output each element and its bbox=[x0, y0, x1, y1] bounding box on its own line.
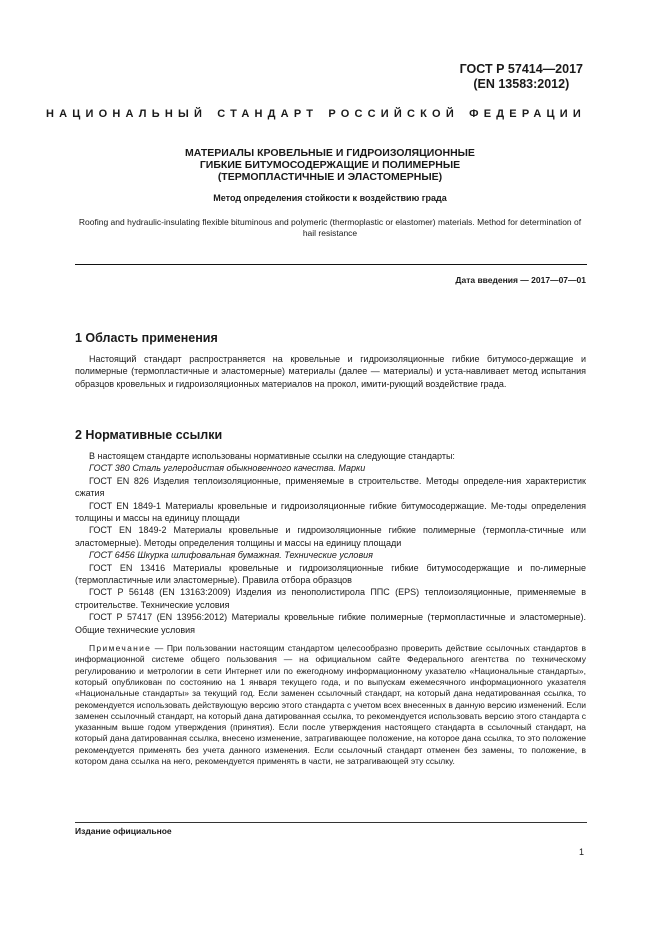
reference-item: ГОСТ 380 Сталь углеродистая обыкновенного качества. Марки bbox=[89, 463, 366, 474]
reference-item: ГОСТ Р 57417 (EN 13956:2012) Материалы кровельные гибкие полимерные (термопластичные и эластомерные). Общие технические условия bbox=[75, 612, 586, 635]
note-block bbox=[75, 643, 586, 767]
reference-item: ГОСТ Р 56148 (EN 13163:2009) Изделия из пенополистирола ППС (EPS) теплоизоляционные, применяемые в строительстве. Технические условия bbox=[75, 587, 586, 610]
reference-item: ГОСТ EN 13416 Материалы кровельные и гидроизоляционные гибкие битумосодержащие и по-лимерные (термопластичные или эластомерные). Правила отбора образцов bbox=[75, 562, 586, 586]
title-line-2: ГИБКИЕ БИТУМОСОДЕРЖАЩИЕ И ПОЛИМЕРНЫЕ bbox=[199, 159, 461, 171]
section-1-scope bbox=[75, 331, 586, 390]
section-1-text: Настоящий стандарт распространяется на кровельные и гидроизоляционные гибкие битумосо-держащие и полимерные (термопластичные и эластомерные) материалы (далее — материалы) и уста-навливает метод испытания образцов кровельных и гидроизоляционных материалов на прокол, имити-рующий воздействие града. bbox=[75, 354, 586, 389]
method-subtitle: Метод определения стойкости к воздействию града bbox=[213, 193, 447, 203]
reference-item: ГОСТ EN 826 Изделия теплоизоляционные, применяемые в строительстве. Методы определе-ния характеристик сжатия bbox=[75, 475, 586, 499]
title-divider bbox=[75, 264, 587, 265]
footer-divider bbox=[75, 822, 587, 823]
note-text: — При пользовании настоящим стандартом целесообразно проверить действие ссылочных стандартов в информационной системе общего пользования — на официальном сайте Федерального агентства по техническому регулированию и метрологии в сети Интернет или по ежегодному информационному указателю «Национальные стандарты», который опубликован по состоянию на 1 января текущего года, и по выпускам ежемесячного информационного указателя «Национальные стандарты» за текущий год. Если заменен ссылочный стандарт, на который дана недатированная ссылка, то рекомендуется использовать действующую версию этого стандарта с учетом всех внесенных в данную версию изменений. Если заменен ссылочный стандарт, на который дана датированная ссылка, то рекомендуется использовать версию этого стандарта с указанным выше годом утверждения (принятия). Если после утверждения настоящего стандарта в ссылочный стандарт, на который дана датированная ссылка, внесено изменение, затрагивающее положение, на которое дана ссылка, то это положение рекомендуется применять без учета данного изменения. Если ссылочный стандарт отменен без замены, то положение, в котором дана ссылка на него, рекомендуется применять в части, не затрагивающей эту ссылку. bbox=[75, 643, 586, 767]
document-title-block bbox=[72, 147, 588, 239]
reference-item: ГОСТ EN 1849-1 Материалы кровельные и гидроизоляционные гибкие битумосодержащие. Ме-тоды определения толщины и массы на единицу площади bbox=[75, 500, 586, 524]
title-line-1: МАТЕРИАЛЫ КРОВЕЛЬНЫЕ И ГИДРОИЗОЛЯЦИОННЫЕ bbox=[185, 147, 475, 159]
reference-item: ГОСТ EN 1849-2 Материалы кровельные и гидроизоляционные гибкие полимерные (термопла-стичные или эластомерные). Методы определения толщины и массы на единицу площади bbox=[75, 525, 586, 548]
references-list bbox=[75, 450, 586, 636]
page-number: 1 bbox=[578, 847, 584, 857]
reference-item: ГОСТ 6456 Шкурка шлифовальная бумажная. Технические условия bbox=[89, 550, 373, 561]
english-title: Roofing and hydraulic-insulating flexible bituminous and polymeric (thermoplastic or elastomer) materials. Method for determination of hail resistance bbox=[78, 217, 582, 238]
section-1-heading: 1 Область применения bbox=[75, 331, 218, 345]
standard-code-en: (EN 13583:2012) bbox=[473, 77, 570, 91]
section-2-heading: 2 Нормативные ссылки bbox=[75, 428, 223, 442]
references-intro: В настоящем стандарте использованы нормативные ссылки на следующие стандарты: bbox=[89, 451, 455, 461]
national-standard-heading: НАЦИОНАЛЬНЫЙ СТАНДАРТ РОССИЙСКОЙ ФЕДЕРАЦИИ bbox=[46, 108, 586, 120]
official-edition-label: Издание официальное bbox=[75, 826, 172, 836]
section-2-references bbox=[75, 428, 586, 767]
introduction-date: Дата введения — 2017—07—01 bbox=[455, 275, 586, 285]
title-line-3: (ТЕРМОПЛАСТИЧНЫЕ И ЭЛАСТОМЕРНЫЕ) bbox=[217, 171, 443, 183]
note-label: Примечание bbox=[89, 643, 152, 654]
standard-code-main: ГОСТ Р 57414—2017 bbox=[459, 62, 583, 76]
standard-code bbox=[460, 62, 583, 92]
